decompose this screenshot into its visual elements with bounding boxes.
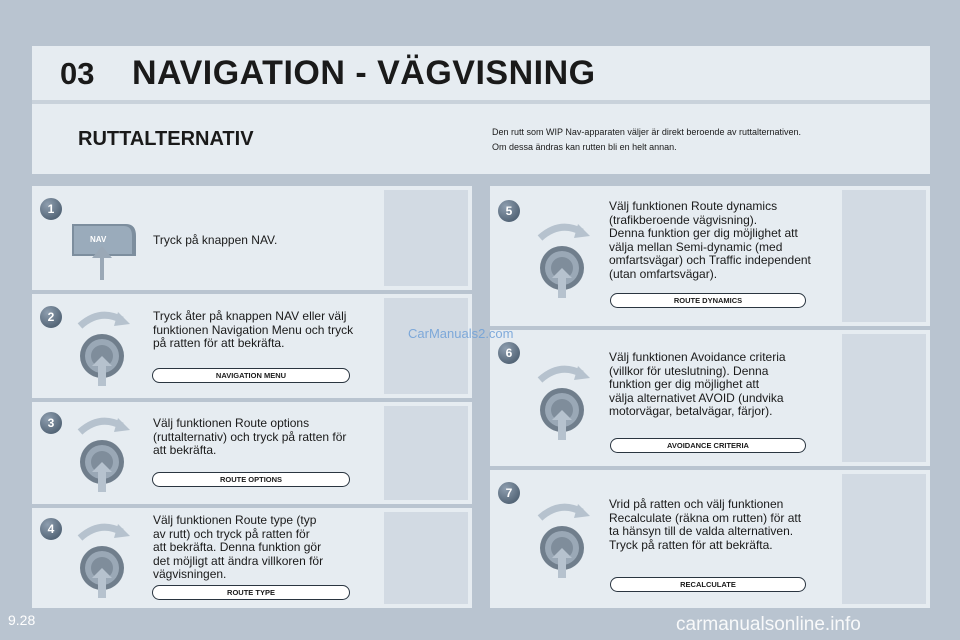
step-text-2 (153, 310, 353, 351)
chapter-number: 03 (60, 56, 95, 91)
step-text-line: välja alternativet AVOID (undvika (609, 390, 784, 405)
step-number-4: 4 (38, 516, 64, 542)
rotary-knob-icon (530, 498, 594, 580)
step-number-7: 7 (496, 480, 522, 506)
step-text-line: det möjligt att ändra villkoren för (153, 553, 324, 568)
step-number-6: 6 (496, 340, 522, 366)
rotary-knob-icon (70, 412, 134, 494)
radio-panel-image (384, 298, 468, 394)
intro-line: Den rutt som WIP Nav-apparaten väljer är direkt beroende av ruttalternativen. (492, 127, 801, 137)
step-number-2: 2 (38, 304, 64, 330)
radio-panel-image (842, 474, 926, 604)
menu-label-route-type: ROUTE TYPE (152, 585, 350, 600)
step-text-4 (153, 514, 323, 582)
step-text-line: att bekräfta. (153, 443, 217, 457)
header-stripe (32, 100, 930, 104)
menu-label-avoidance-criteria: AVOIDANCE CRITERIA (610, 438, 806, 453)
site-watermark: carmanualsonline.info (676, 614, 861, 635)
step-text-line: funktionen Navigation Menu och tryck (153, 322, 354, 337)
menu-label-route-options: ROUTE OPTIONS (152, 472, 350, 487)
step-text-line: motorvägar, betalvägar, färjor). (609, 404, 773, 418)
step-text-line: (trafikberoende vägvisning). (609, 212, 758, 227)
step-text-line: att bekräfta. Denna funktion gör (153, 540, 322, 554)
step-text-line: Tryck på ratten för att bekräfta. (609, 537, 773, 552)
step-text-line: (ruttalternativ) och tryck på ratten för (153, 429, 347, 444)
rotary-knob-icon (530, 218, 594, 300)
step-text-line: Recalculate (räkna om rutten) för att (609, 510, 802, 525)
step-text-line: Tryck åter på knappen NAV eller välj (153, 309, 347, 323)
menu-label-route-dynamics: ROUTE DYNAMICS (610, 293, 806, 308)
step-number-3: 3 (38, 410, 64, 436)
page-number: 9.28 (8, 612, 36, 628)
step-text-line: (villkor för uteslutning). Denna (609, 363, 769, 378)
menu-label-recalculate: RECALCULATE (610, 577, 806, 592)
intro-line: Om dessa ändras kan rutten bli en helt annan. (492, 142, 677, 152)
step-text-line: vägvisningen. (153, 567, 227, 581)
rotary-knob-icon (530, 360, 594, 442)
radio-panel-image (384, 190, 468, 286)
nav-key-label: NAV (90, 235, 107, 244)
watermark-text: CarManuals2.com (408, 326, 514, 341)
step-text-line: på ratten för att bekräfta. (153, 336, 285, 350)
step-text-line: funktion ger dig möjlighet att (609, 377, 760, 391)
radio-panel-image (842, 190, 926, 322)
chapter-title: NAVIGATION - VÄGVISNING (132, 54, 596, 92)
step-text-5 (609, 200, 811, 281)
intro-text (492, 125, 922, 155)
step-text-line: Välj funktionen Route options (153, 416, 310, 430)
step-text-3 (153, 417, 346, 458)
step-text-line: Denna funktion ger dig möjlighet att (609, 226, 798, 240)
step-number-1: 1 (38, 196, 64, 222)
radio-panel-image (384, 406, 468, 500)
rotary-knob-icon (70, 518, 134, 600)
step-text-line: av rutt) och tryck på ratten för (153, 526, 310, 541)
step-text-line: ta hänsyn till de valda alternativen. (609, 524, 794, 538)
step-text-line: (utan omfartsvägar). (609, 266, 718, 281)
step-number-5: 5 (496, 198, 522, 224)
step-text-line: omfartsvägar) och Traffic independent (609, 253, 811, 267)
step-text-7 (609, 498, 801, 552)
step-text-line: Vrid på ratten och välj funktionen (609, 497, 784, 511)
step-text-line: Välj funktionen Avoidance criteria (609, 350, 786, 364)
step-text-line: välja mellan Semi-dynamic (med (609, 239, 783, 254)
step-text-1 (153, 234, 277, 248)
menu-label-navigation-menu: NAVIGATION MENU (152, 368, 350, 383)
radio-panel-image (842, 334, 926, 462)
step-text-line: Välj funktionen Route type (typ (153, 513, 317, 527)
step-text-6 (609, 351, 786, 419)
radio-panel-image (384, 512, 468, 604)
step-text-line: Välj funktionen Route dynamics (609, 199, 778, 213)
rotary-knob-icon (70, 306, 134, 388)
section-title: RUTTALTERNATIV (78, 128, 254, 150)
step-text-line: Tryck på knappen NAV. (153, 233, 278, 247)
nav-button-icon (70, 218, 140, 282)
